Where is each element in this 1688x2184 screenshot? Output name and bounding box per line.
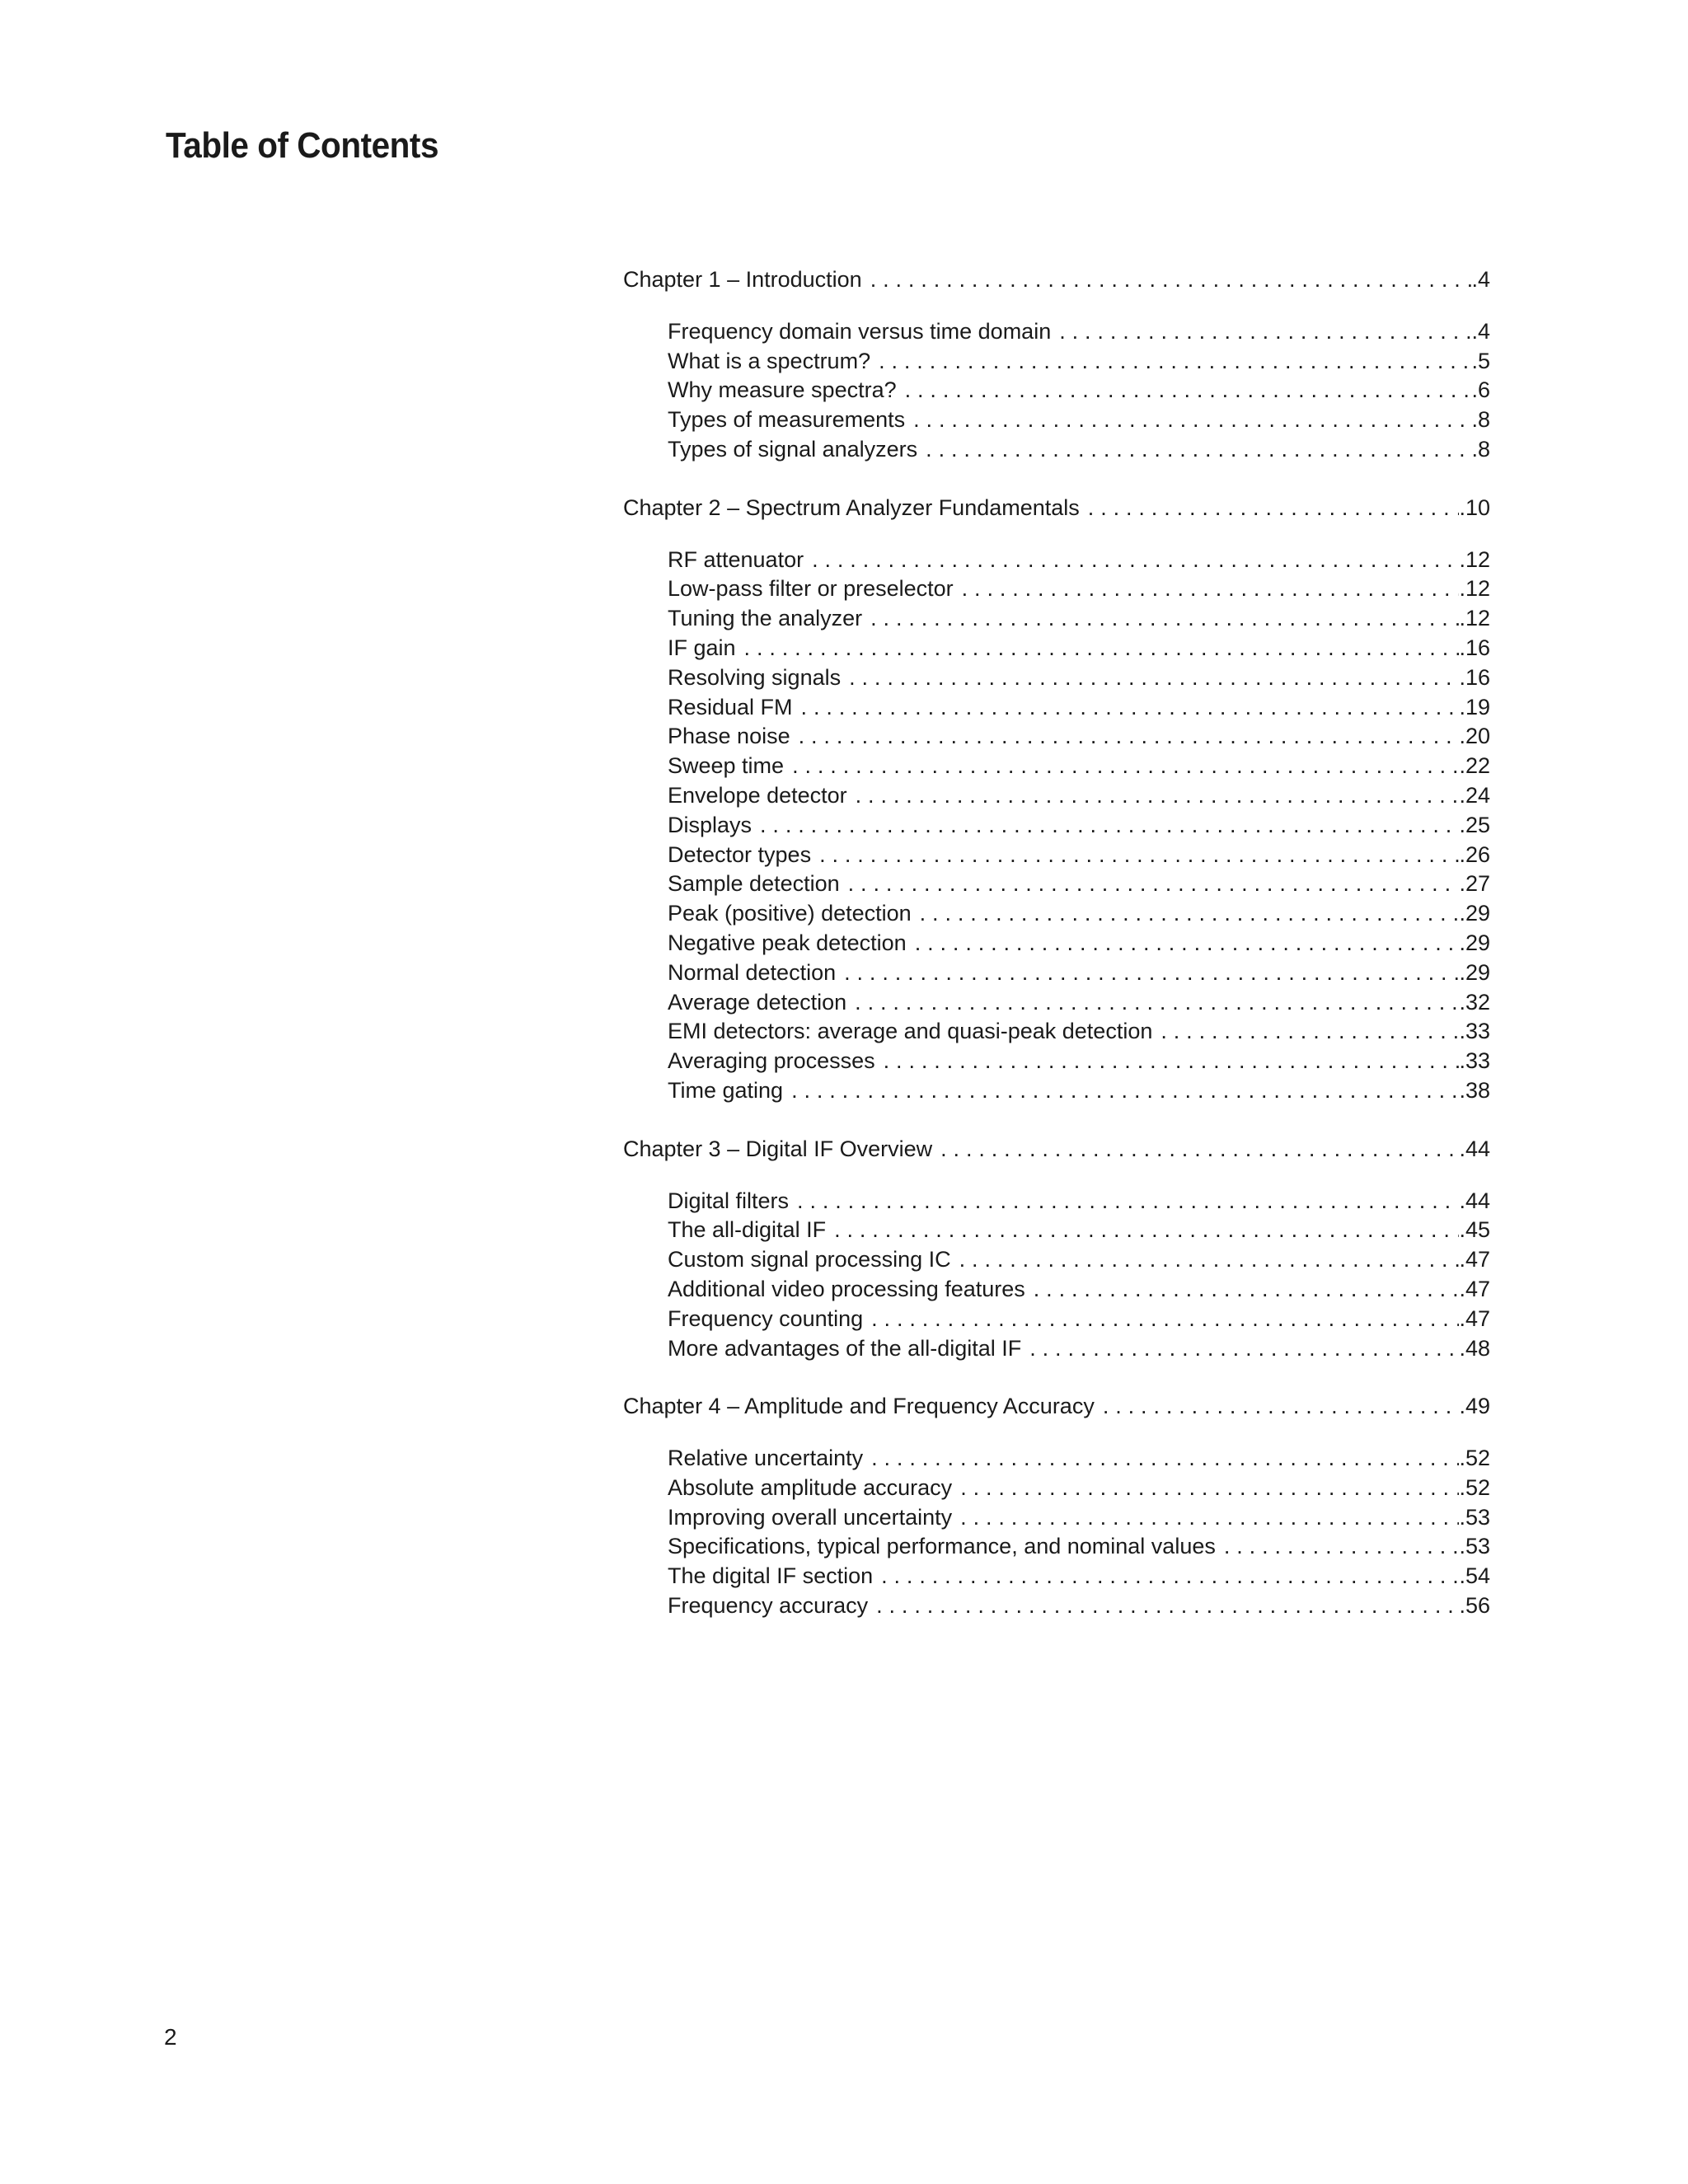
toc-page-ref: .29 [1459,930,1490,955]
toc-page-ref: .47 [1459,1276,1490,1301]
toc-section-title: Custom signal processing IC [668,1247,951,1272]
toc-section-title: Additional video processing features [668,1276,1025,1301]
toc-section-title: Frequency accuracy [668,1593,869,1619]
toc-section-entry[interactable] [668,841,1490,870]
toc-page-ref: .38 [1459,1077,1490,1103]
toc-page-ref: .52 [1459,1474,1490,1500]
toc-section-title: RF attenuator [668,546,804,572]
toc-section-title: Absolute amplitude accuracy [668,1474,953,1500]
toc-section-entry[interactable] [668,1216,1490,1245]
toc-section-title: Displays [668,812,753,837]
toc-section-entry[interactable] [668,663,1490,693]
toc-section-list [623,546,1490,1106]
dot-leader [871,1444,1459,1474]
toc-page-ref: .33 [1459,1048,1490,1074]
dot-leader [1059,317,1471,347]
toc-page-ref: .12 [1459,546,1490,572]
toc-section-title: Low-pass filter or preselector [668,576,954,602]
dot-leader [1160,1017,1459,1047]
dot-leader [962,574,1460,604]
toc-section-title: Resolving signals [668,664,842,690]
toc-section-entry[interactable] [668,1017,1490,1047]
toc-section-title: EMI detectors: average and quasi-peak detection [668,1019,1153,1044]
toc-section-entry[interactable] [668,1334,1490,1364]
dot-leader [1224,1532,1460,1562]
toc-section-title: Types of signal analyzers [668,436,918,462]
dot-leader [879,347,1471,377]
toc-section-title: More advantages of the all-digital IF [668,1335,1022,1361]
toc-page-ref: .12 [1459,606,1490,631]
toc-section-entry[interactable] [668,899,1490,929]
toc-section-entry[interactable] [668,752,1490,781]
toc-chapter-entry[interactable] [623,494,1490,523]
toc-section-entry[interactable] [668,929,1490,958]
toc-section-title: Negative peak detection [668,930,907,955]
toc-section-entry[interactable] [668,1245,1490,1275]
toc-page-ref: .6 [1471,377,1490,403]
toc-page-ref: .20 [1459,724,1490,749]
toc-section-title: Averaging processes [668,1048,875,1074]
page-title: Table of Contents [166,125,439,166]
table-of-contents [623,265,1490,1621]
toc-section-entry[interactable] [668,1187,1490,1216]
toc-section-title: The all-digital IF [668,1217,827,1243]
dot-leader [870,265,1472,295]
toc-section-title: IF gain [668,635,736,660]
toc-section-entry[interactable] [668,435,1490,465]
toc-page-ref: .53 [1459,1534,1490,1559]
dot-leader [960,1503,1459,1533]
toc-section-title: What is a spectrum? [668,348,871,373]
toc-section-title: Average detection [668,989,847,1015]
toc-page-ref: .52 [1459,1446,1490,1471]
dot-leader [801,693,1460,723]
toc-section-entry[interactable] [668,574,1490,604]
toc-chapter [623,265,1490,465]
toc-page-ref: .4 [1471,267,1490,292]
dot-leader [744,634,1460,663]
toc-section-title: Phase noise [668,724,790,749]
dot-leader [855,988,1459,1018]
toc-page-ref: .25 [1459,812,1490,837]
toc-page-ref: .44 [1459,1188,1490,1213]
toc-chapter-title: Chapter 3 – Digital IF Overview [623,1136,933,1161]
dot-leader [760,811,1459,841]
toc-section-entry[interactable] [668,1562,1490,1591]
toc-section-entry[interactable] [668,1503,1490,1533]
toc-section-entry[interactable] [668,546,1490,575]
toc-section-entry[interactable] [668,1444,1490,1474]
toc-chapter-entry[interactable] [623,1392,1490,1422]
toc-section-title: Sample detection [668,871,840,897]
toc-chapter-title: Chapter 2 – Spectrum Analyzer Fundamentals [623,494,1080,520]
toc-page-ref: .49 [1459,1394,1490,1419]
toc-page-ref: .12 [1459,576,1490,602]
dot-leader [913,405,1471,435]
dot-leader [799,722,1460,752]
toc-page-ref: .4 [1471,318,1490,344]
toc-page-ref: .32 [1459,989,1490,1015]
dot-leader [819,841,1459,870]
toc-page-ref: .26 [1459,841,1490,867]
dot-leader [856,781,1460,811]
dot-leader [871,1305,1459,1334]
toc-page-ref: .47 [1459,1247,1490,1272]
toc-section-entry[interactable] [668,376,1490,405]
toc-page-ref: .8 [1471,407,1490,433]
toc-page-ref: .19 [1459,694,1490,719]
toc-section-title: Types of measurements [668,407,906,433]
toc-section-entry[interactable] [668,634,1490,663]
toc-section-entry[interactable] [668,1305,1490,1334]
toc-section-title: Specifications, typical performance, and nominal values [668,1534,1216,1559]
dot-leader [876,1591,1459,1621]
toc-section-title: Residual FM [668,694,793,719]
toc-section-title: Tuning the analyzer [668,606,863,631]
dot-leader [1029,1334,1459,1364]
toc-section-entry[interactable] [668,604,1490,634]
dot-leader [1103,1392,1460,1422]
toc-section-title: Peak (positive) detection [668,901,912,926]
toc-section-title: Digital filters [668,1188,790,1213]
toc-section-entry[interactable] [668,317,1490,347]
toc-page-ref: .16 [1459,664,1490,690]
toc-page-ref: .53 [1459,1504,1490,1530]
toc-chapter [623,494,1490,1106]
toc-section-entry[interactable] [668,1532,1490,1562]
toc-section-entry[interactable] [668,811,1490,841]
toc-section-title: Sweep time [668,753,785,779]
dot-leader [849,663,1459,693]
toc-section-entry[interactable] [668,347,1490,377]
toc-page-ref: .22 [1459,753,1490,779]
toc-section-title: Time gating [668,1077,784,1103]
toc-chapter-title: Chapter 1 – Introduction [623,267,862,292]
toc-page-ref: .47 [1459,1305,1490,1331]
toc-chapter-entry[interactable] [623,265,1490,295]
dot-leader [1088,494,1460,523]
dot-leader [791,1076,1459,1106]
toc-section-entry[interactable] [668,781,1490,811]
toc-page-ref: .29 [1459,901,1490,926]
toc-page-ref: .24 [1459,782,1490,808]
dot-leader [870,604,1459,634]
toc-section-list [623,317,1490,465]
toc-section-title: Envelope detector [668,782,847,808]
dot-leader [1034,1275,1460,1305]
toc-page-ref: .16 [1459,635,1490,660]
toc-page-ref: .48 [1459,1335,1490,1361]
toc-page-ref: .5 [1471,348,1490,373]
toc-section-title: Detector types [668,841,812,867]
toc-section-entry[interactable] [668,405,1490,435]
toc-section-title: Improving overall uncertainty [668,1504,953,1530]
toc-section-list [623,1187,1490,1364]
toc-section-entry[interactable] [668,722,1490,752]
toc-chapter [623,1135,1490,1364]
toc-section-title: Frequency domain versus time domain [668,318,1052,344]
toc-section-title: Relative uncertainty [668,1446,864,1471]
toc-section-entry[interactable] [668,1047,1490,1076]
toc-page-ref: .8 [1471,436,1490,462]
dot-leader [915,929,1460,958]
toc-page-ref: .45 [1459,1217,1490,1243]
toc-section-title: Frequency counting [668,1305,864,1331]
dot-leader [797,1187,1459,1216]
toc-section-title: The digital IF section [668,1563,874,1589]
toc-page-ref: .33 [1459,1019,1490,1044]
dot-leader [905,376,1472,405]
toc-chapter [623,1392,1490,1621]
toc-chapter-title: Chapter 4 – Amplitude and Frequency Accuracy [623,1394,1095,1419]
toc-section-entry[interactable] [668,958,1490,988]
toc-page-ref: .27 [1459,871,1490,897]
dot-leader [884,1047,1460,1076]
dot-leader [881,1562,1459,1591]
toc-section-entry[interactable] [668,869,1490,899]
toc-chapter-entry[interactable] [623,1135,1490,1165]
toc-page-ref: .44 [1459,1136,1490,1161]
toc-section-entry[interactable] [668,693,1490,723]
toc-section-entry[interactable] [668,1076,1490,1106]
toc-section-entry[interactable] [668,1275,1490,1305]
toc-page-ref: .56 [1459,1593,1490,1619]
dot-leader [960,1474,1459,1503]
dot-leader [812,546,1459,575]
dot-leader [959,1245,1460,1275]
dot-leader [844,958,1459,988]
dot-leader [848,869,1460,899]
toc-page-ref: .29 [1459,959,1490,985]
toc-section-entry[interactable] [668,1474,1490,1503]
dot-leader [926,435,1471,465]
dot-leader [792,752,1459,781]
page-number: 2 [164,2024,177,2050]
toc-section-title: Normal detection [668,959,837,985]
toc-section-list [623,1444,1490,1621]
toc-section-entry[interactable] [668,1591,1490,1621]
toc-page-ref: .10 [1459,494,1490,520]
toc-section-entry[interactable] [668,988,1490,1018]
dot-leader [940,1135,1459,1165]
toc-page-ref: .54 [1459,1563,1490,1589]
dot-leader [920,899,1460,929]
toc-section-title: Why measure spectra? [668,377,897,403]
dot-leader [834,1216,1459,1245]
